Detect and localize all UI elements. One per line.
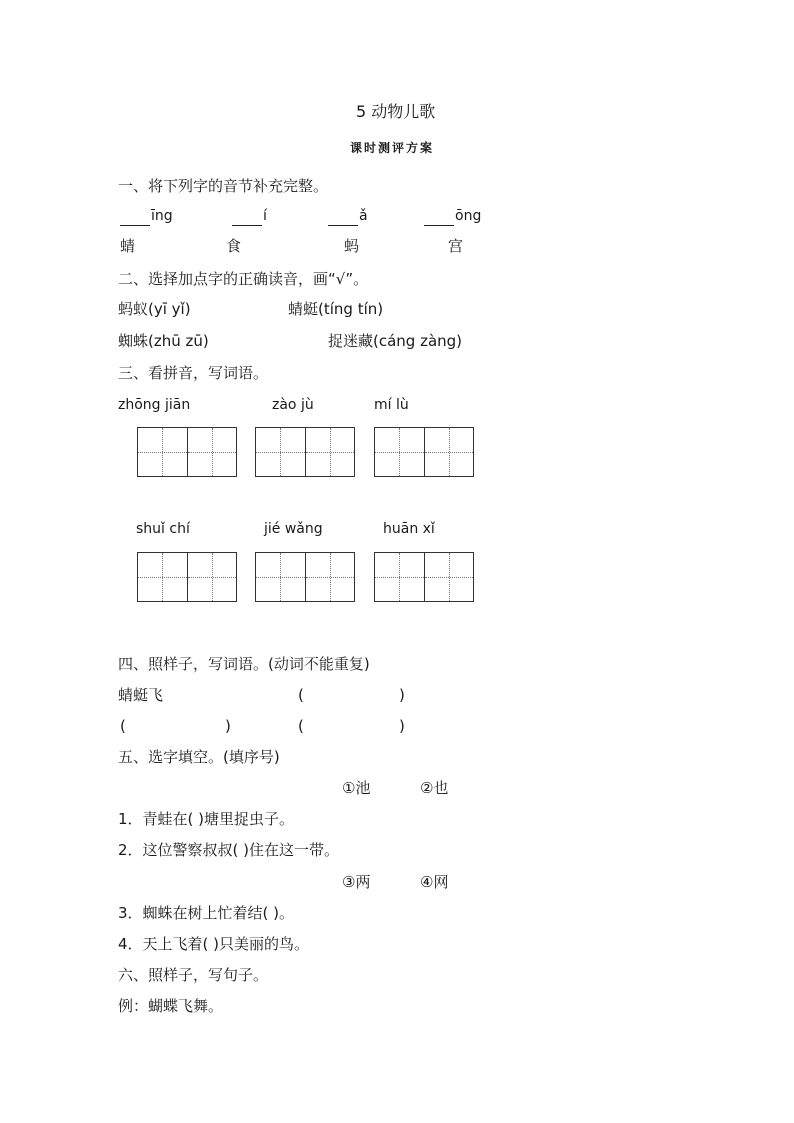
- close-paren: ): [399, 686, 405, 704]
- writing-grid[interactable]: [374, 427, 474, 477]
- pinyin-prompt: shuǐ chí: [136, 521, 190, 537]
- answer-blank[interactable]: [232, 209, 262, 226]
- close-paren: ): [399, 717, 405, 735]
- answer-blank[interactable]: [328, 209, 358, 226]
- pinyin-prompt: huān xǐ: [383, 521, 435, 537]
- example-sentence: 例：蝴蝶飞舞。: [118, 997, 224, 1015]
- example-phrase: 蜻蜓飞: [118, 686, 164, 704]
- open-paren: (: [120, 717, 126, 735]
- syllable-item: īng: [120, 206, 173, 226]
- writing-grid[interactable]: [137, 427, 237, 477]
- open-paren: (: [298, 717, 304, 735]
- close-paren: ): [225, 717, 231, 735]
- question-3[interactable]: 3．蜘蛛在树上忙着结( )。: [118, 904, 295, 922]
- writing-grid[interactable]: [137, 552, 237, 602]
- syllable-item: í: [232, 206, 267, 226]
- answer-blank[interactable]: [424, 209, 454, 226]
- page-subtitle: 课时测评方案: [350, 141, 435, 155]
- syllable-char: 蜻: [120, 237, 136, 255]
- syllable-item: ǎ: [328, 206, 368, 226]
- pinyin-prompt: mí lù: [374, 397, 409, 413]
- section-5-heading: 五、选字填空。(填序号): [118, 748, 280, 766]
- writing-grid[interactable]: [255, 552, 355, 602]
- reading-choice[interactable]: 捉迷藏(cáng zàng): [328, 332, 463, 350]
- open-paren: (: [298, 686, 304, 704]
- writing-grid[interactable]: [374, 552, 474, 602]
- writing-grid[interactable]: [255, 427, 355, 477]
- reading-choice[interactable]: 蚂蚁(yī yǐ): [118, 300, 191, 318]
- option-item: ①池: [342, 779, 371, 797]
- reading-choice[interactable]: 蜻蜓(tíng tín): [288, 300, 384, 318]
- question-4[interactable]: 4．天上飞着( )只美丽的鸟。: [118, 935, 310, 953]
- option-item: ④网: [420, 873, 449, 891]
- section-1-heading: 一、将下列字的音节补充完整。: [118, 177, 329, 195]
- option-item: ②也: [420, 779, 449, 797]
- section-4-heading: 四、照样子，写词语。(动词不能重复): [118, 655, 370, 673]
- answer-blank[interactable]: [120, 209, 150, 226]
- syllable-item: ōng: [424, 206, 481, 226]
- question-2[interactable]: 2．这位警察叔叔( )住在这一带。: [118, 841, 340, 859]
- syllable-char: 食: [226, 237, 242, 255]
- option-item: ③两: [342, 873, 371, 891]
- section-3-heading: 三、看拼音，写词语。: [118, 364, 269, 382]
- section-2-heading: 二、选择加点字的正确读音，画“√”。: [118, 270, 369, 288]
- reading-choice[interactable]: 蜘蛛(zhū zū): [118, 332, 209, 350]
- syllable-char: 蚂: [344, 237, 360, 255]
- pinyin-prompt: zào jù: [272, 397, 314, 413]
- question-1[interactable]: 1．青蛙在( )塘里捉虫子。: [118, 810, 295, 828]
- section-6-heading: 六、照样子，写句子。: [118, 966, 269, 984]
- page-title: 5 动物儿歌: [356, 102, 436, 121]
- syllable-char: 宫: [448, 237, 464, 255]
- pinyin-prompt: zhōng jiān: [118, 397, 191, 413]
- pinyin-prompt: jié wǎng: [264, 521, 323, 537]
